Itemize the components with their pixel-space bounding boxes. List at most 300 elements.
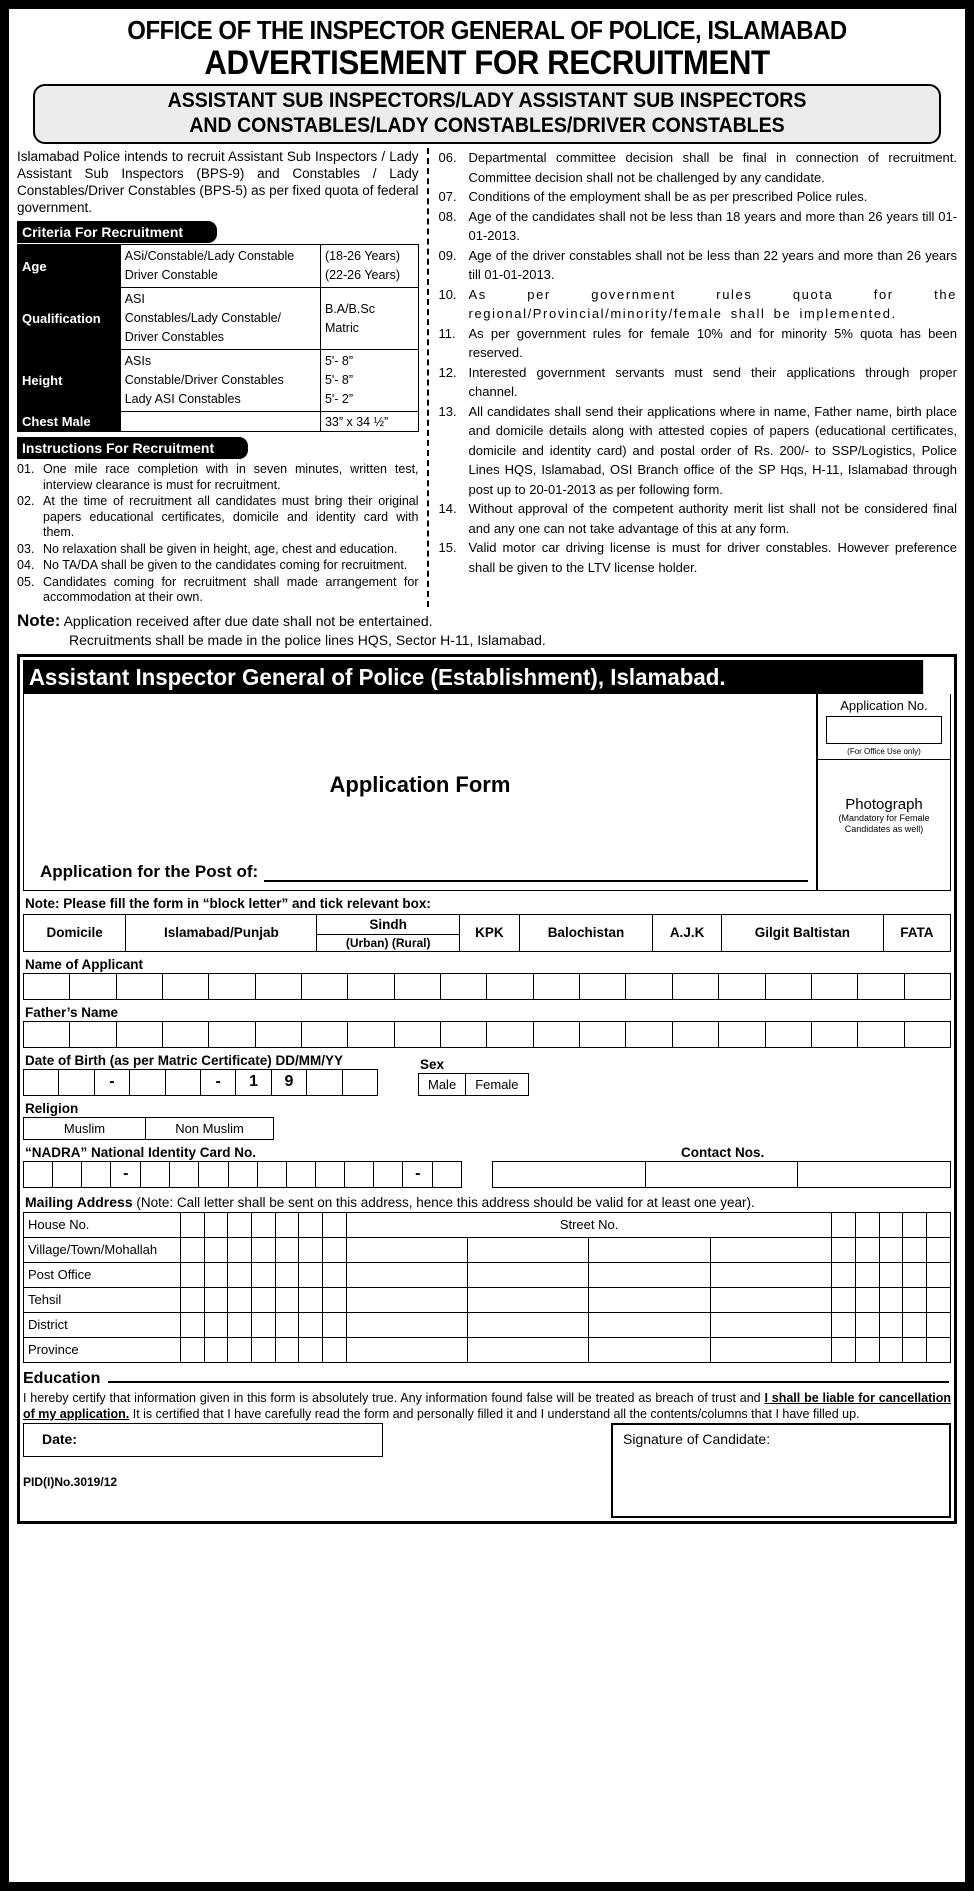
address-cell[interactable] (856, 1212, 880, 1237)
instruction-number: 04. (17, 558, 35, 572)
intro-paragraph: Islamabad Police intends to recruit Assistant Sub Inspectors / Lady Assistant Sub Inspectors (BPS-9) and Constables / Lady Constables/Driver Constables (BPS-5) as per fixed quota of federal government. (17, 149, 419, 215)
address-cell[interactable] (275, 1237, 299, 1262)
address-cell[interactable] (252, 1262, 276, 1287)
name-cell[interactable] (904, 973, 950, 999)
address-cell[interactable] (879, 1337, 903, 1362)
address-cell[interactable] (346, 1287, 467, 1312)
name-cell[interactable] (441, 973, 487, 999)
application-no-input[interactable] (826, 716, 942, 744)
dob-cell[interactable] (24, 1069, 59, 1095)
instruction-item (17, 542, 419, 558)
address-cell[interactable] (879, 1262, 903, 1287)
address-cell[interactable] (710, 1237, 832, 1262)
address-cell[interactable] (252, 1337, 276, 1362)
address-cell[interactable] (589, 1287, 710, 1312)
address-cell[interactable] (204, 1212, 228, 1237)
address-cell[interactable] (879, 1312, 903, 1337)
address-cell[interactable] (468, 1262, 589, 1287)
address-cell[interactable] (228, 1287, 252, 1312)
address-cell[interactable] (903, 1337, 927, 1362)
address-cell[interactable] (346, 1262, 467, 1287)
nadra-cell[interactable] (345, 1161, 374, 1187)
post-applied-label: Application for the Post of: (40, 861, 259, 881)
photograph-box[interactable] (818, 760, 950, 873)
left-column (17, 148, 429, 607)
address-cell[interactable] (832, 1262, 856, 1287)
contact-cell[interactable] (645, 1161, 798, 1187)
dob-input[interactable] (23, 1069, 378, 1096)
criteria-desc-chest (120, 412, 320, 432)
domicile-table (23, 914, 951, 952)
address-cell[interactable] (832, 1312, 856, 1337)
address-cell[interactable] (927, 1312, 951, 1337)
name-cell[interactable] (672, 973, 718, 999)
name-cell[interactable] (163, 973, 209, 999)
instruction-number: 09. (438, 247, 457, 263)
sindh-urban-rural[interactable]: (Urban) (Rural) (345, 935, 431, 950)
post-titles-box (33, 84, 941, 144)
address-cell[interactable] (323, 1212, 347, 1237)
dob-cell[interactable] (130, 1069, 165, 1095)
instruction-number: 13. (438, 403, 457, 419)
note-block (17, 611, 957, 650)
father-name-cell[interactable] (533, 1021, 579, 1047)
father-name-cell[interactable] (116, 1021, 162, 1047)
education-rule[interactable] (108, 1381, 949, 1383)
address-cell[interactable] (252, 1312, 276, 1337)
name-of-applicant-input[interactable] (23, 973, 951, 1000)
nadra-input[interactable] (23, 1161, 462, 1188)
criteria-desc-age (120, 245, 320, 288)
criteria-row-height (18, 350, 419, 412)
instruction-number: 14. (438, 501, 457, 516)
name-cell[interactable] (116, 973, 162, 999)
address-cell[interactable] (323, 1337, 347, 1362)
contact-input[interactable] (492, 1161, 951, 1188)
address-cell[interactable] (710, 1312, 832, 1337)
father-name-cell[interactable] (348, 1021, 394, 1047)
address-cell[interactable] (903, 1312, 927, 1337)
application-form (17, 654, 957, 1524)
father-name-cell[interactable] (255, 1021, 301, 1047)
address-cell[interactable] (323, 1237, 347, 1262)
nadra-grid[interactable] (23, 1161, 462, 1188)
address-cell[interactable] (181, 1237, 205, 1262)
father-name-cell[interactable] (394, 1021, 440, 1047)
nadra-cell[interactable] (228, 1161, 257, 1187)
address-cell[interactable] (204, 1312, 228, 1337)
instruction-text: No TA/DA shall be given to the candidates coming for recruitment. (43, 558, 408, 572)
address-cell[interactable] (204, 1237, 228, 1262)
address-label-post-office: Post Office (24, 1262, 181, 1287)
address-cell[interactable] (832, 1212, 856, 1237)
address-cell[interactable] (879, 1287, 903, 1312)
instruction-number: 07. (438, 189, 457, 204)
domicile-option-balochistan[interactable]: Balochistan (519, 914, 652, 951)
qual-desc-3: Driver Constables (124, 330, 225, 344)
criteria-row-chest (18, 412, 419, 432)
address-cell[interactable] (710, 1287, 832, 1312)
instruction-number: 05. (17, 574, 35, 589)
age-val-2: (22-26 Years) (324, 268, 400, 282)
father-name-cell[interactable] (580, 1021, 626, 1047)
instruction-text: At the time of recruitment all candidates must bring their original papers educational certificates, domicile and identity card with them. (43, 494, 419, 539)
address-cell[interactable] (879, 1212, 903, 1237)
instructions-list-right (439, 148, 957, 577)
address-cell[interactable] (903, 1212, 927, 1237)
dob-cell[interactable]: 9 (271, 1069, 306, 1095)
criteria-value-height (320, 350, 418, 412)
domicile-option-fata[interactable]: FATA (883, 914, 950, 951)
address-cell[interactable] (252, 1237, 276, 1262)
address-cell[interactable] (468, 1237, 589, 1262)
name-cell[interactable] (24, 973, 70, 999)
instruction-item (17, 575, 419, 606)
domicile-label: Domicile (24, 914, 126, 951)
fathers-name-input[interactable] (23, 1021, 951, 1048)
instruction-item (439, 187, 957, 207)
instruction-item (439, 538, 957, 577)
father-name-cell[interactable] (163, 1021, 209, 1047)
address-cell[interactable] (903, 1237, 927, 1262)
address-cell[interactable] (299, 1287, 323, 1312)
criteria-label-chest: Chest Male (18, 412, 121, 432)
criteria-value-age (320, 245, 418, 288)
dob-cell-row[interactable] (24, 1069, 378, 1095)
address-cell[interactable] (204, 1262, 228, 1287)
name-cell[interactable] (580, 973, 626, 999)
authority-bar: Assistant Inspector General of Police (Establishment), Islamabad. (23, 660, 923, 694)
address-cell[interactable] (832, 1287, 856, 1312)
religion-options[interactable] (23, 1117, 274, 1140)
sex-block (418, 1052, 529, 1096)
instruction-item (17, 462, 419, 493)
age-desc-2: Driver Constable (124, 268, 218, 282)
father-name-cell[interactable] (626, 1021, 672, 1047)
address-cell[interactable] (252, 1212, 276, 1237)
name-cell[interactable] (765, 973, 811, 999)
instruction-text: Conditions of the employment shall be as per prescribed Police rules. (468, 189, 868, 204)
name-cell[interactable] (302, 973, 348, 999)
address-label-province: Province (24, 1337, 181, 1362)
instruction-text: As per government rules for female 10% and for minority 5% quota has been reserved. (468, 325, 957, 360)
height-desc-2: Constable/Driver Constables (124, 373, 284, 387)
father-name-cell[interactable] (672, 1021, 718, 1047)
father-name-cell[interactable] (70, 1021, 116, 1047)
dob-cell[interactable] (307, 1069, 342, 1095)
declaration-bold-part: I shall be liable for cancellation of my application. (23, 1390, 952, 1421)
instructions-list-left (17, 462, 419, 606)
name-cell[interactable] (858, 973, 904, 999)
address-cell[interactable] (228, 1237, 252, 1262)
address-cell[interactable] (710, 1337, 832, 1362)
name-cell[interactable] (719, 973, 765, 999)
address-cell[interactable] (856, 1262, 880, 1287)
criteria-table (17, 244, 419, 432)
address-cell[interactable] (589, 1237, 710, 1262)
dob-cell[interactable] (342, 1069, 378, 1095)
address-row-tehsil[interactable] (24, 1287, 951, 1312)
contact-cell[interactable] (798, 1161, 951, 1187)
address-label-district: District (24, 1312, 181, 1337)
instruction-text: Interested government servants must send their applications through proper channel. (468, 364, 957, 399)
religion-option-muslim[interactable]: Muslim (24, 1117, 146, 1139)
instruction-item (439, 363, 957, 402)
address-row-post-office[interactable] (24, 1262, 951, 1287)
address-cell[interactable] (346, 1237, 467, 1262)
name-cell[interactable] (811, 973, 857, 999)
instruction-number: 15. (438, 540, 457, 555)
address-row-house[interactable] (24, 1212, 951, 1237)
nadra-contact-labels (23, 1140, 951, 1161)
address-cell[interactable] (323, 1262, 347, 1287)
dob-cell[interactable]: - (200, 1069, 235, 1095)
address-cell[interactable] (589, 1337, 710, 1362)
post-title-line2: AND CONSTABLES/LADY CONSTABLES/DRIVER CONSTABLES (189, 114, 785, 137)
address-label-tehsil: Tehsil (24, 1287, 181, 1312)
nadra-cell[interactable] (316, 1161, 345, 1187)
contact-cell-row[interactable] (493, 1161, 951, 1187)
address-cell[interactable] (710, 1262, 832, 1287)
address-cell[interactable] (181, 1212, 205, 1237)
religion-option-row (24, 1117, 274, 1139)
address-row-province[interactable] (24, 1337, 951, 1362)
address-cell[interactable] (204, 1287, 228, 1312)
fill-instruction-note: Note: Please fill the form in “block letter” and tick relevant box: (25, 895, 431, 911)
address-cell[interactable] (275, 1212, 299, 1237)
contact-cell[interactable] (493, 1161, 646, 1187)
qual-desc-1: ASI (124, 292, 145, 306)
criteria-desc-qualification (120, 288, 320, 350)
address-cell[interactable] (181, 1262, 205, 1287)
post-applied-rule[interactable] (264, 868, 808, 882)
sex-label: Sex (420, 1056, 445, 1072)
father-name-cell[interactable] (487, 1021, 533, 1047)
address-cell[interactable] (927, 1337, 951, 1362)
nadra-cell[interactable] (257, 1161, 286, 1187)
instruction-number: 03. (17, 541, 35, 556)
address-cell[interactable] (252, 1287, 276, 1312)
address-cell[interactable] (299, 1237, 323, 1262)
instruction-item (439, 148, 957, 187)
name-cell[interactable] (70, 973, 116, 999)
sex-options[interactable] (418, 1073, 529, 1096)
address-cell[interactable] (299, 1262, 323, 1287)
address-cell[interactable] (468, 1312, 589, 1337)
height-val-1: 5'- 8” (324, 354, 354, 368)
body-columns (17, 148, 957, 607)
application-no-label: Application No. (840, 697, 928, 713)
address-cell[interactable] (856, 1312, 880, 1337)
address-cell[interactable] (468, 1287, 589, 1312)
nadra-cell[interactable] (170, 1161, 199, 1187)
address-cell[interactable] (346, 1312, 467, 1337)
sindh-label: Sindh (317, 915, 458, 935)
criteria-value-chest: 33” x 34 ½” (320, 412, 418, 432)
instruction-number: 06. (438, 150, 457, 165)
instruction-text: Valid motor car driving license is must for driver constables. However preference shall be given to the LTV license holder. (468, 540, 957, 575)
nadra-cell[interactable]: - (403, 1161, 433, 1187)
address-cell[interactable] (228, 1337, 252, 1362)
address-label-street-no: Street No. (346, 1212, 832, 1237)
nadra-cell[interactable] (82, 1161, 111, 1187)
nadra-cell[interactable] (199, 1161, 228, 1187)
name-cell[interactable] (209, 973, 255, 999)
office-use-note: (For Office Use only) (847, 746, 921, 756)
father-name-cell[interactable] (811, 1021, 857, 1047)
address-cell[interactable] (275, 1337, 299, 1362)
age-val-1: (18-26 Years) (324, 249, 400, 263)
instruction-item (17, 494, 419, 541)
address-cell[interactable] (927, 1287, 951, 1312)
right-column (429, 148, 957, 607)
contact-grid[interactable] (492, 1161, 951, 1188)
dob-grid[interactable] (23, 1069, 378, 1096)
mailing-address-label: Mailing Address (25, 1193, 133, 1210)
address-cell[interactable] (589, 1262, 710, 1287)
domicile-option-islamabad-punjab[interactable]: Islamabad/Punjab (126, 914, 317, 951)
photograph-label: Photograph (845, 795, 923, 813)
name-cell[interactable] (533, 973, 579, 999)
nadra-cell[interactable] (141, 1161, 170, 1187)
date-field[interactable]: Date: (23, 1423, 383, 1457)
father-cell-row[interactable] (24, 1021, 951, 1047)
address-cell[interactable] (181, 1337, 205, 1362)
father-name-cell[interactable] (302, 1021, 348, 1047)
nadra-cell[interactable]: - (111, 1161, 141, 1187)
criteria-value-qualification (320, 288, 418, 350)
address-row-village[interactable] (24, 1237, 951, 1262)
address-cell[interactable] (903, 1287, 927, 1312)
address-cell[interactable] (856, 1237, 880, 1262)
address-cell[interactable] (275, 1312, 299, 1337)
post-title-line1: ASSISTANT SUB INSPECTORS/LADY ASSISTANT SUB INSPECTORS (167, 89, 807, 112)
father-name-cell[interactable] (858, 1021, 904, 1047)
nadra-cell[interactable] (53, 1161, 82, 1187)
address-cell[interactable] (299, 1212, 323, 1237)
instruction-item (17, 558, 419, 574)
instruction-text: Without approval of the competent authority merit list shall not be considered final and any one can not take advantage of this at any form. (468, 501, 957, 536)
date-and-pid (23, 1423, 383, 1489)
father-name-cell[interactable] (209, 1021, 255, 1047)
age-desc-1: ASi/Constable/Lady Constable (124, 249, 295, 263)
name-cell-row[interactable] (24, 973, 951, 999)
address-cell[interactable] (228, 1312, 252, 1337)
domicile-row (24, 914, 951, 951)
name-cell[interactable] (394, 973, 440, 999)
address-cell[interactable] (181, 1312, 205, 1337)
nadra-cell[interactable] (24, 1161, 53, 1187)
education-field[interactable] (23, 1370, 951, 1388)
dob-cell[interactable]: 1 (236, 1069, 271, 1095)
address-cell[interactable] (275, 1287, 299, 1312)
fathers-name-label: Father’s Name (25, 1004, 119, 1020)
instruction-text: One mile race completion with in seven minutes, written test, interview clearance is must for recruitment. (43, 462, 419, 492)
nadra-cell[interactable] (374, 1161, 403, 1187)
address-cell[interactable] (468, 1337, 589, 1362)
nadra-label: “NADRA” National Identity Card No. (25, 1144, 257, 1160)
advertisement-sheet (6, 6, 968, 1885)
address-cell[interactable] (299, 1312, 323, 1337)
height-val-2: 5'- 8” (324, 373, 354, 387)
office-title: OFFICE OF THE INSPECTOR GENERAL OF POLICE, ISLAMABAD (127, 15, 847, 45)
post-applied-field[interactable] (40, 862, 808, 882)
father-name-cell[interactable] (24, 1021, 70, 1047)
qual-val-1: B.A/B.Sc (324, 301, 375, 316)
domicile-option-sindh[interactable] (317, 914, 459, 951)
father-name-cell[interactable] (441, 1021, 487, 1047)
nadra-cell[interactable] (286, 1161, 315, 1187)
address-cell[interactable] (832, 1337, 856, 1362)
address-cell[interactable] (275, 1262, 299, 1287)
dob-cell[interactable]: - (94, 1069, 129, 1095)
father-name-cell[interactable] (904, 1021, 950, 1047)
address-cell[interactable] (181, 1287, 205, 1312)
domicile-option-ajk[interactable]: A.J.K (652, 914, 721, 951)
address-cell[interactable] (903, 1262, 927, 1287)
address-cell[interactable] (927, 1262, 951, 1287)
nadra-label-wrap (23, 1140, 462, 1161)
mailing-address-table[interactable] (23, 1212, 951, 1363)
domicile-option-kpk[interactable]: KPK (459, 914, 519, 951)
height-desc-1: ASIs (124, 354, 152, 368)
instruction-text: As per government rules quota for the regional/Provincial/minority/female shall be implemented. (468, 286, 957, 321)
address-cell[interactable] (856, 1337, 880, 1362)
instruction-item (439, 402, 957, 500)
criteria-row-age (18, 245, 419, 288)
dob-cell[interactable] (59, 1069, 94, 1095)
name-cell[interactable] (348, 973, 394, 999)
address-cell[interactable] (299, 1337, 323, 1362)
sex-option-row (419, 1073, 529, 1095)
address-cell[interactable] (323, 1287, 347, 1312)
contact-label-wrap (492, 1140, 951, 1161)
address-cell[interactable] (228, 1262, 252, 1287)
criteria-label-age: Age (18, 245, 121, 288)
father-name-cell[interactable] (765, 1021, 811, 1047)
address-cell[interactable] (228, 1212, 252, 1237)
address-row-district[interactable] (24, 1312, 951, 1337)
name-cell[interactable] (626, 973, 672, 999)
name-cell[interactable] (255, 973, 301, 999)
religion-option-non-muslim[interactable]: Non Muslim (146, 1117, 274, 1139)
application-no-block (818, 694, 950, 760)
address-cell[interactable] (856, 1287, 880, 1312)
sex-option-female[interactable]: Female (466, 1073, 528, 1095)
address-cell[interactable] (323, 1312, 347, 1337)
declaration-part-2: It is certified that I have carefully read the form and personally filled it and I understand all the contents/columns that I have filled up. (129, 1407, 860, 1421)
father-name-cell[interactable] (719, 1021, 765, 1047)
address-cell[interactable] (346, 1337, 467, 1362)
photograph-sub-label: (Mandatory for Female Candidates as well) (838, 812, 930, 834)
address-cell[interactable] (879, 1237, 903, 1262)
signature-field[interactable]: Signature of Candidate: (611, 1423, 951, 1518)
nadra-cell-row[interactable] (24, 1161, 462, 1187)
address-cell[interactable] (927, 1237, 951, 1262)
nadra-cell[interactable] (433, 1161, 462, 1187)
name-cell[interactable] (487, 973, 533, 999)
address-cell[interactable] (589, 1312, 710, 1337)
form-top-left (24, 694, 818, 890)
address-cell[interactable] (927, 1212, 951, 1237)
address-cell[interactable] (204, 1337, 228, 1362)
address-cell[interactable] (832, 1237, 856, 1262)
sex-option-male[interactable]: Male (419, 1073, 466, 1095)
mailing-address-heading (25, 1194, 951, 1210)
dob-cell[interactable] (165, 1069, 200, 1095)
note-text-2: Recruitments shall be made in the police lines HQS, Sector H-11, Islamabad. (69, 631, 546, 648)
domicile-option-gilgit-baltistan[interactable]: Gilgit Baltistan (722, 914, 884, 951)
